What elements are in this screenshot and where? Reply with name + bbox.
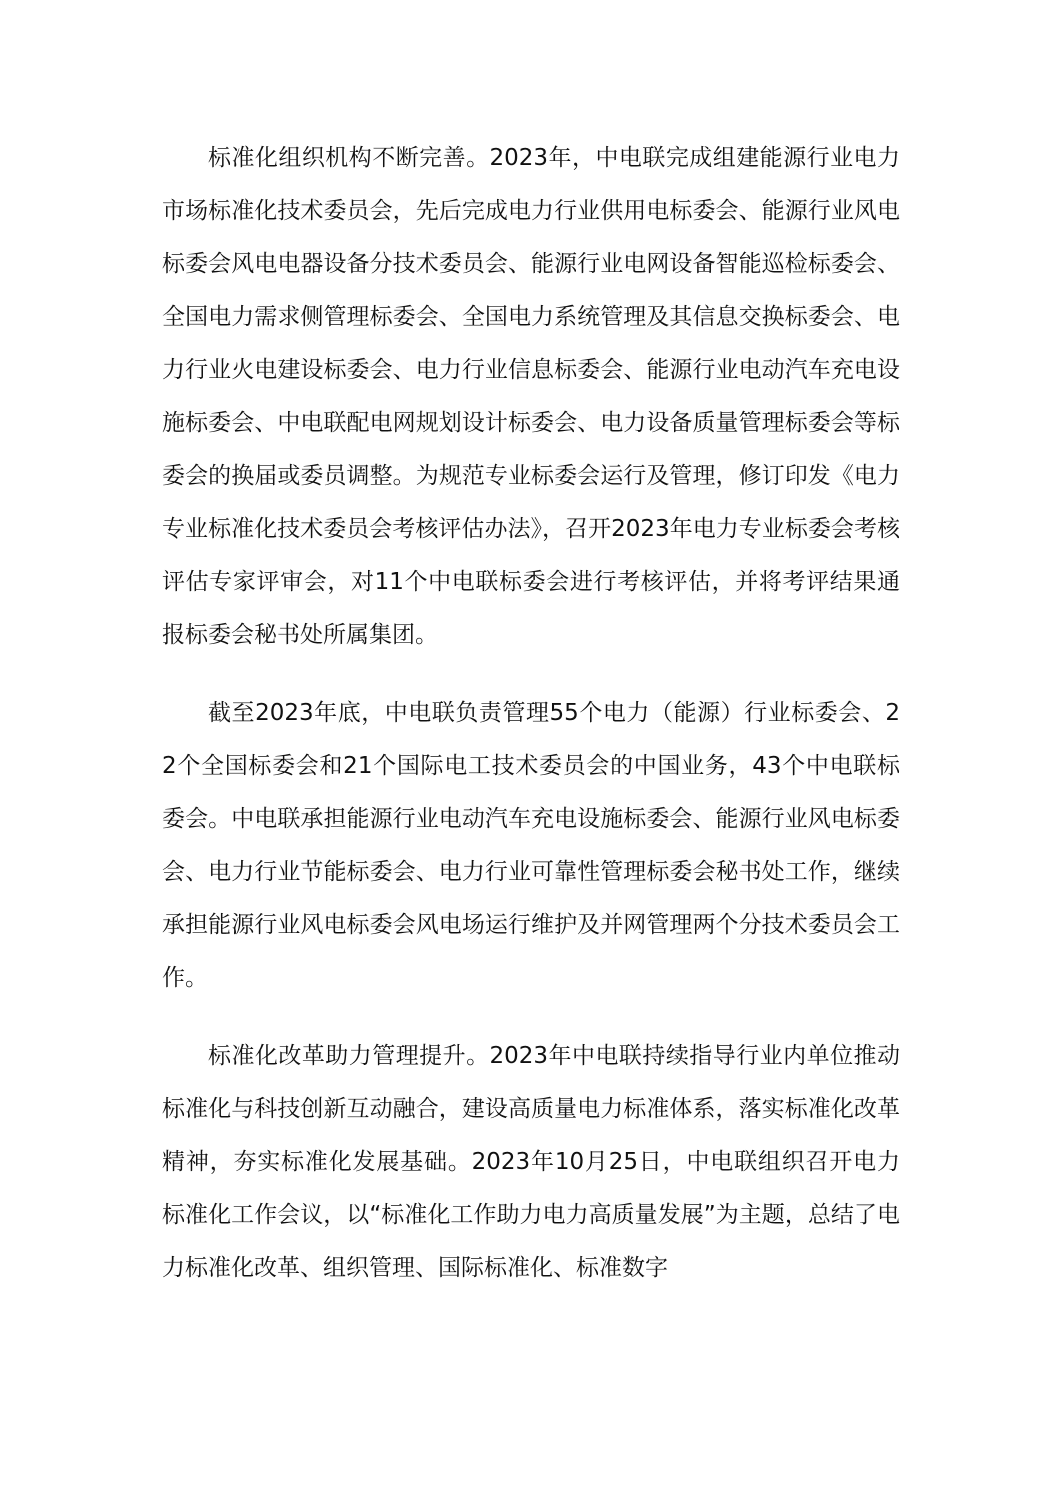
paragraph-reform: 标准化改革助力管理提升。2023年中电联持续指导行业内单位推动标准化与科技创新互动融合，建设高质量电力标准体系，落实标准化改革精神，夯实标准化发展基础。2023年10月25日，中电联组织召开电力标准化工作会议，以“标准化工作助力电力高质量发展”为主题，总结了电力标准化改革、组织管理、国际标准化、标准数字 (162, 1043, 900, 1281)
document-body (162, 132, 900, 1320)
paragraph-statistics: 截至2023年底，中电联负责管理55个电力（能源）行业标委会、22个全国标委会和21个国际电工技术委员会的中国业务，43个中电联标委会。中电联承担能源行业电动汽车充电设施标委会、能源行业风电标委会、电力行业节能标委会、电力行业可靠性管理标委会秘书处工作，继续承担能源行业风电标委会风电场运行维护及并网管理两个分技术委员会工作。 (162, 700, 900, 991)
paragraph-organization: 标准化组织机构不断完善。2023年，中电联完成组建能源行业电力市场标准化技术委员会，先后完成电力行业供用电标委会、能源行业风电标委会风电电器设备分技术委员会、能源行业电网设备智能巡检标委会、全国电力需求侧管理标委会、全国电力系统管理及其信息交换标委会、电力行业火电建设标委会、电力行业信息标委会、能源行业电动汽车充电设施标委会、中电联配电网规划设计标委会、电力设备质量管理标委会等标委会的换届或委员调整。为规范专业标委会运行及管理，修订印发《电力专业标准化技术委员会考核评估办法》，召开2023年电力专业标委会考核评估专家评审会，对11个中电联标委会进行考核评估，并将考评结果通报标委会秘书处所属集团。 (162, 145, 900, 648)
